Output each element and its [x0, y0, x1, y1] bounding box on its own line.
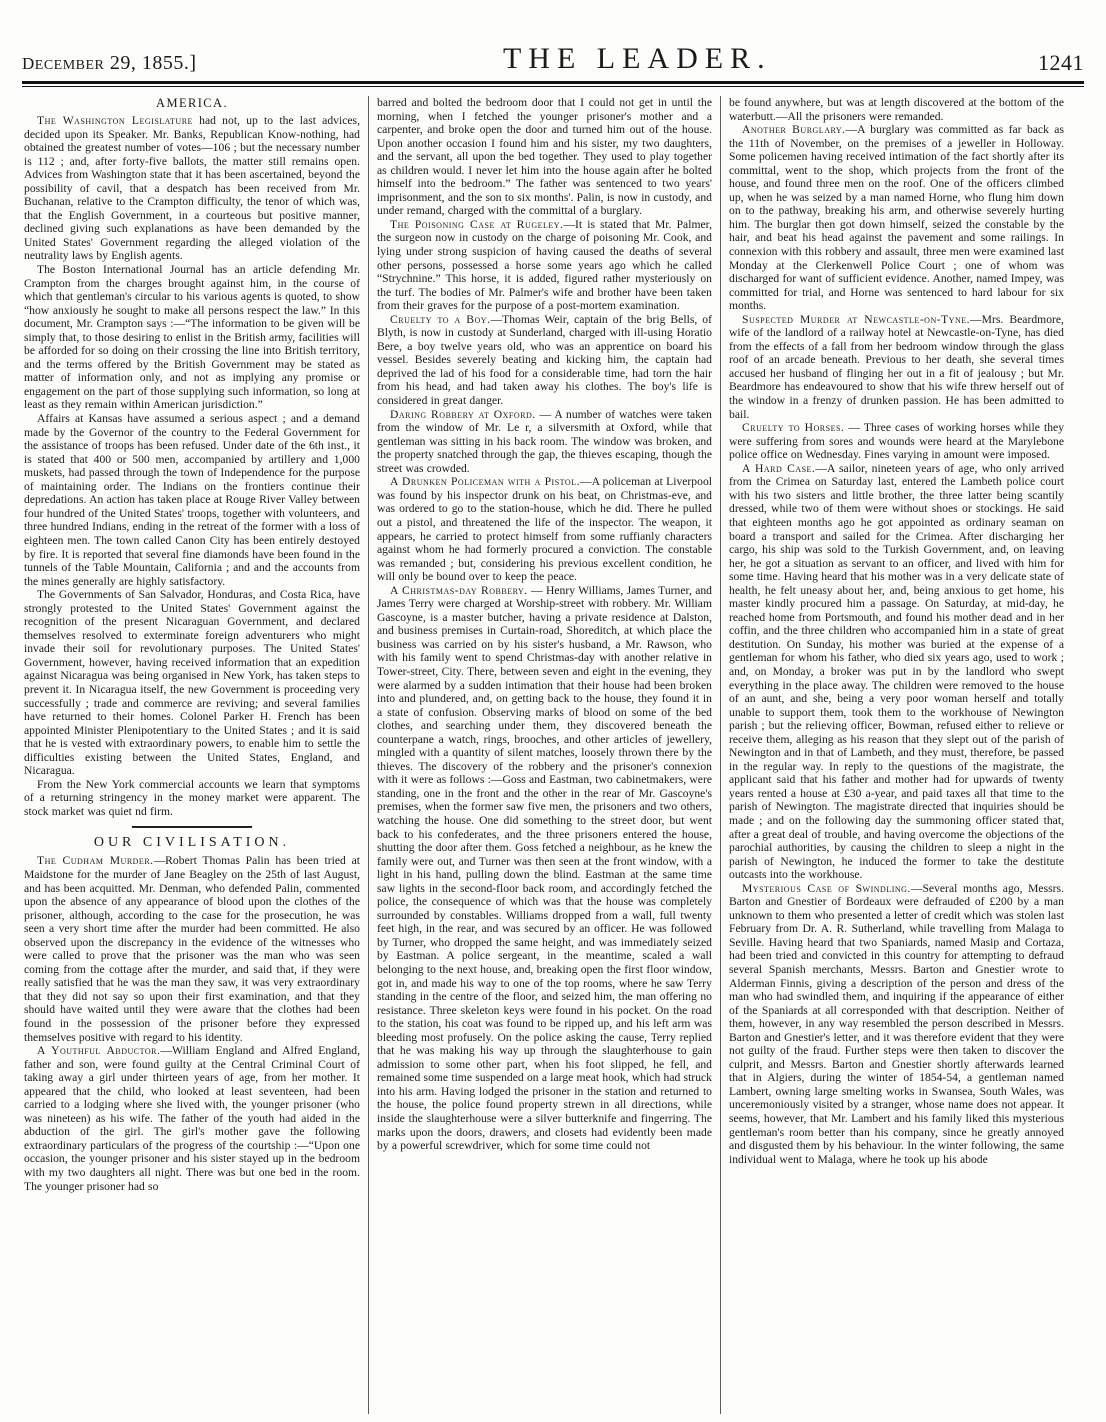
paragraph-body: be found anywhere, but was at length discovered at the bottom of the waterbutt.—All the prisoners were remanded. [729, 96, 1064, 123]
paragraph-lead-in: The Poisoning Case at Rugeley. [390, 217, 564, 231]
paragraph-body: From the New York commercial accounts we learn that symptoms of a returning stringency in the money market were apparent. The stock market was quiet nd firm. [24, 777, 360, 818]
paragraph-body: — Henry Williams, James Turner, and James Terry were charged at Worship-street with robbery. Mr. William Gascoyne, is a master butcher, having a private residence at Dalston, and business premises in Curtain-road, Shoreditch, at which place the business was carried on by his sister's husband, a Mr. Rawson, who with his family went to spend Christmas-day with another relative in Tower-street, City. There, between seven and eight in the evening, they were alarmed by a sudden intimation that their house had been broken into and plundered, and, on getting back to the house, they found it in a state of confusion. Observing marks of blood on some of the bed clothes, and searching under them, they discovered beneath the counterpane a watch, rings, brooches, and other articles of jewellery, mingled with a quantity of silent matches, loosely thrown there by the thieves. The discovery of the robbery and the prisoner's connexion with it were as follows :—Goss and Eastman, two cabinetmakers, were standing, one in the front and the other in the rear of Mr. Gascoyne's premises, when the former saw five men, the prisoners and two others, watching the house. One did something to the street door, but went back to his confederates, and the three prisoners entered the house, shutting the door after them. Goss fetched a neighbour, as he knew the family were out, and Turner was then seen at the front window, with a light in his hand, pulling down the blind. Eastman at the same time saw lights in the second-floor back room, and accordingly fetched the police, the consequence of which was that the house was completely surrounded by constables. Williams dropped from a wall, full twenty feet high, in the rear, and was secured by an officer. He was followed by Turner, who dropped the same height, and was immediately seized by Eastman. A police sergeant, in the meantime, scaled a wall belonging to the next house, and, breaking open the first floor window, got in, and made his way to one of the top rooms, where he saw Terry standing in the centre of the floor, and seized him, the man offering no resistance. Three skeleton keys were found in his pocket. On the road to the station, his coat was found to be ripped up, and his left arm was bleeding most profusely. On the police asking the cause, Terry replied that he was making his way up through the slaughterhouse to gain admission to some other part, when his foot slipped, he fell, and remained some time suspended on a large meat hook, which had struck into his arm. Having lodged the prisoner in the station and returned to the house, the police found property strewn in all directions, while inside the slaughterhouse were a silver butterknife and fingerring. The marks upon the doors, drawers, and closets had evidently been made by a powerful screwdriver, which for some time could not [377, 583, 712, 1153]
text-column-3 [720, 96, 1072, 1414]
masthead-title: THE LEADER. [502, 42, 772, 75]
section-heading: AMERICA. [156, 96, 228, 110]
paragraph-body: —A sailor, nineteen years of age, who only arrived from the Crimea on Saturday last, entered the Lambeth police court with his two sisters and little brother, the three latter being scantily dressed, while two of them were without shoes or stockings. He said that eighteen months ago he got appointed as ordinary seaman on board a transport and sailed for the Crimea. After discharging her cargo, his ship was sold to the Turkish Government, and, on leaving her, he got a situation as servant to an officer, and lived with him for some time. Having heard that his mother was in a very delicate state of health, he felt uneasy about her, and, being anxious to get home, his master kindly procured him a passage. On Saturday, at mid-day, he reached home from Portsmouth, and found his mother dead and in her coffin, and the three children who accompanied him in a state of great destitution. On Sunday, his mother was buried at the expense of a gentleman for whom his father, who died six years ago, used to work ; and, on Monday, a broker was put in by the landlord who swept everything in the place away. The children were removed to the house of an aunt, and she, being a very poor woman herself and totally unable to support them, took them to the workhouse of Newington parish ; but the relieving officer, Bowman, refused either to relieve or receive them, alleging as his reason that they slept out of the parish of Newington and in that of Lambeth, and they must, therefore, be passed in the regular way. In reply to the questions of the magistrate, the applicant said that his father and mother had for upwards of twenty years rented a house at £30 a-year, and paid taxes all that time to the parish of Newington. The magistrate directed that inquiries should be made ; and on the following day the summoning officer stated that, after a great deal of trouble, and having overcome the objections of the parochial authorities, by causing the children to sleep a night in the parish of Newington, he induced the former to take the destitute outcasts into the workhouse. [729, 461, 1065, 882]
paragraph-body: —A burglary was committed as far back as the 11th of November, on the premises of a jeweller in Holloway. Some policemen having received intimation of the fact shortly after its committal, went to the shop, which projects from the front of the house, and found three men on the roof. One of the officers climbed up, when he was seized by a man named Horne, who flung him down on to the pathway, breaking his arm, and otherwise severely hurting him. The burglar then got down himself, seized the constable by the hair, and beat his head against the pavement and some railings. In connexion with this robbery and assault, three men were examined last Monday at the Clerkenwell Police Court ; one of whom was discharged for want of sufficient evidence. Another, named Impey, was committed for trial, and Horne was sentenced to hard labour for six months. [729, 123, 1065, 313]
article-paragraph [729, 462, 1064, 882]
paragraph-lead-in: A Christmas-day Robbery. [390, 583, 528, 597]
masthead-page-number: 1241 [1037, 50, 1084, 75]
article-paragraph [377, 218, 712, 313]
masthead-date: december 29, 1855.] [22, 49, 197, 75]
paragraph-lead-in: The Cudham Murder. [37, 854, 154, 868]
paragraph-body: —Mrs. Beardmore, wife of the landlord of a railway hotel at Newcastle-on-Tyne, has died from the effects of a fall from her bedroom window through the glass roof of an arcade beneath. Previous to her death, she several times accused her husband of flinging her out in a fit of jealousy ; but Mr. Beardmore has endeavoured to show that his wife threw herself out of the window in a frenzy of drunken passion. He has been admitted to bail. [729, 312, 1064, 421]
paragraph-lead-in: A Hard Case. [742, 461, 816, 475]
masthead-rule-thick [22, 81, 1084, 84]
paragraph-body: The Governments of San Salvador, Honduras, and Costa Rica, have strongly protested to the United States' Government against the recognition of the present Nicaraguan Government, and declared themselves resolved to exterminate foreign adventurers who might invade their soil for revolutionary purposes. The United States' Government, however, having received information that an expedition against Nicaragua was being organised in New York, has taken steps to prevent it. In Nicaragua itself, the new Government is proceeding very successfully ; trade and commerce are reviving; and several families have returned to their homes. Colonel Parker H. French has been appointed Minister Plenipotentiary to the United States ; and it is said that he is vested with extraordinary powers, to enable him to settle the difficulties existing between the United States, England, and Nicaragua. [24, 588, 360, 778]
article-paragraph [377, 313, 712, 408]
article-paragraph [729, 313, 1064, 421]
paragraph-lead-in: Cruelty to a Boy. [390, 312, 491, 326]
paragraph-body: —Thomas Weir, captain of the brig Bells, of Blyth, is now in custody at Sunderland, charged with ill-using Horatio Bere, a boy twelve years old, who was an apprentice on board his vessel. Besides severely beating and kicking him, the captain had deprived the lad of his food for a considerable time, had torn the hair from his head, and had taken away his clothes. The boy's life is considered in great danger. [377, 312, 712, 408]
article-paragraph [729, 421, 1064, 462]
article-paragraph [24, 778, 360, 819]
article-paragraph [24, 114, 360, 263]
section-divider [132, 826, 252, 828]
text-column-1 [16, 96, 368, 1414]
paragraph-lead-in: Daring Robbery at Oxford. [390, 407, 536, 421]
paragraph-body: had not, up to the last advices, decided upon its Speaker. Mr. Banks, Republican Know-nothing, had obtained the greatest number of votes—106 ; but the necessary number is 112 ; and, after forty-five ballots, the matter still remains open. Advices from Washington state that it has been ascertained, beyond the possibility of cavil, that a despatch has been received from Mr. Buchanan, relative to the Crampton difficulty, the tenor of which was, that the English Government, in a courteous but positive manner, declined giving such explanations as have been demanded by the United States' Government regarding the alleged violation of the neutrality laws by English agents. [24, 114, 361, 263]
paragraph-body: —William England and Alfred England, father and son, were found guilty at the Central Criminal Court of taking away a girl under thirteen years of age, from her mother. It appeared that the child, who looked at least seventeen, had been carried to a lodging where she lived with, the younger prisoner (who was nineteen) as his wife. The father of the youth had aided in the abduction of the girl. The girl's mother gave the following extraordinary particulars of the progress of the courtship :—“Upon one occasion, the younger prisoner and his sister stayed up in the bedroom with my two daughters all night. There was but one bed in the room. The younger prisoner had so [24, 1044, 360, 1193]
article-paragraph [729, 123, 1064, 313]
paragraph-body: — A number of watches were taken from the window of Mr. Le r, a silversmith at Oxford, while that gentleman was sitting in his back room. The window was broken, and the property snatched through the gap, the thieves escaping, though the street was crowded. [377, 407, 713, 475]
paragraph-body: —Robert Thomas Palin has been tried at Maidstone for the murder of Jane Beagley on the 25th of last August, and has been acquitted. Mr. Denman, who defended Palin, commented upon the absence of any appearance of blood upon the clothes of the prisoner, although, according to the case for the prosecution, he was seen a very short time after the murder had been committed. He also observed upon the discrepancy in the evidence of the witnesses who were called to prove that the prisoner was the man who was seen coming from the cottage after the murder, and said that, if they were really satisfied that he was the man they saw, it was very extraordinary that they did not say so upon their first examination, and that they should have waited until they were aware that the clothes had been found in the possession of the prisoner before they expressed themselves positive with regard to his identity. [24, 854, 360, 1044]
paragraph-lead-in: Another Burglary. [742, 123, 846, 137]
paragraph-lead-in: A Youthful Abductor. [37, 1044, 161, 1058]
paragraph-lead-in: The Washington Legislature [37, 114, 193, 127]
article-paragraph [24, 412, 360, 588]
paragraph-lead-in: Mysterious Case of Swindling. [742, 881, 911, 895]
paragraph-body: —A policeman at Liverpool was found by his inspector drunk on his beat, on Christmas-eve, and was ordered to go to the station-house, which he did. There he pulled out a pistol, and threatened the life of the inspector. The weapon, it appears, he carried to protect himself from some ruffianly characters against whom he had formerly procured a conviction. The constable was remanded ; but, considering his previous excellent condition, he will only be bound over to keep the peace. [377, 475, 712, 584]
section-heading: OUR CIVILISATION. [93, 835, 291, 851]
article-paragraph [377, 584, 712, 1153]
article-paragraph [24, 588, 360, 778]
article-paragraph [24, 854, 360, 1044]
paragraph-body: Affairs at Kansas have assumed a serious aspect ; and a demand made by the Governor of the country to the Federal Government for the assistance of troops has been refused. Under date of the 6th inst., it is stated that 400 or 500 men, accompanied by artillery and 1,000 muskets, had passed through the town of Independence for the purpose of maintaining order. The Indians on the frontiers continue their depredations. An action has taken place at Rouge River Valley between four hundred of the United States' troops, together with volunteers, and three hundred Indians, ending in the retreat of the former with a loss of eighteen men. The town called Canon City has been entirely destoyed by fire. It is reported that several fine diamonds have been found in the tunnels of the Table Mountain, California ; and and the accounts from the mines generally are highly satisfactory. [24, 412, 360, 588]
article-paragraph [729, 882, 1064, 1166]
masthead [22, 30, 1084, 76]
article-paragraph [377, 408, 712, 476]
paragraph-body: —Several months ago, Messrs. Barton and Gnestier of Bordeaux were defrauded of £200 by a man unknown to them who presented a letter of credit which was stolen last February from Dr. A. R. Sutherland, while travelling from Malaga to Seville. Having heard that two Spaniards, named Masip and Cortaza, had been tried and convicted in this country for attempting to defraud several Spanish merchants, Messrs. Barton and Gnestier wrote to Alderman Finnis, giving a description of the person and dress of the man who had swindled them, and inquiring if the appearance of either of the Spaniards at all corresponded with that description. Neither of them, however, in any way resembled the person described in Messrs. Barton and Gnestier's letter, and it was therefore evident that they were not guilty of the fraud. Further steps were then taken to discover the culprit, and Messrs. Barton and Gnestier shortly afterwards learned that in Algiers, during the winter of 1854-54, a gentleman named Lambert, owning large smelting works in Swansea, South Wales, was unceremoniously visited by a stranger, whose name does not appear. It seems, however, that Mr. Lambert and his family liked this mysterious gentleman's room better than his company, since he greatly annoyed and disgusted them by his behaviour. In the winter following, the same individual went to Malaga, where he took up his abode [729, 881, 1064, 1166]
article-paragraph [377, 96, 712, 218]
paragraph-lead-in: Suspected Murder at Newcastle-on-Tyne. [742, 312, 971, 326]
article-paragraph [377, 475, 712, 583]
column-container [16, 96, 1090, 1414]
masthead-rule-thin [22, 86, 1084, 87]
paragraph-lead-in: A Drunken Policeman with a Pistol. [390, 475, 580, 489]
article-paragraph [24, 1044, 360, 1193]
paragraph-body: barred and bolted the bedroom door that I could not get in until the morning, when I fetched the younger prisoner's mother and a carpenter, and broke open the door and turned him out of the house. Upon another occasion I found him and his sister, my two daughters, and the servant, all upon the bed together. They used to play together as children would. I never let him into the house again after he bolted himself into the bedroom.” The father was sentenced to two years' imprisonment, and the son to six months'. Palin, is now in custody, and under remand, charged with the committal of a burglary. [377, 96, 712, 218]
paragraph-body: The Boston International Journal has an article defending Mr. Crampton from the charges brought against him, in the course of which that gentleman's circular to his various agents is quoted, to show “how anxiously he sought to make all persons respect the law.” In this document, Mr. Crampton says :—“The information to be given will be simply that, to those desiring to enlist in the British army, facilities will be afforded for so doing on their crossing the line into British territory, and the terms offered by the British Government may be stated as matter of information only, and not as implying any promise or engagement on the part of those supplying such information, so long at least as they remain within American jurisdiction.” [24, 263, 360, 412]
article-paragraph [729, 96, 1064, 123]
text-column-2 [368, 96, 720, 1414]
paragraph-body: — Three cases of working horses while they were suffering from sores and wounds were heard at the Marylebone police office on Wednesday. Fines varying in amount were imposed. [729, 421, 1065, 462]
paragraph-lead-in: Cruelty to Horses. [742, 421, 845, 435]
article-paragraph [24, 263, 360, 412]
paragraph-body: —It is stated that Mr. Palmer, the surgeon now in custody on the charge of poisoning Mr. Cook, and lying under strong suspicion of having caused the deaths of several other persons, possessed a horse some years ago which he called “Strychnine.” This horse, it is added, figured rather mysteriously on the turf. The bodies of Mr. Palmer's wife and brother have been taken from their graves for the purpose of a post-mortem examination. [377, 217, 712, 313]
